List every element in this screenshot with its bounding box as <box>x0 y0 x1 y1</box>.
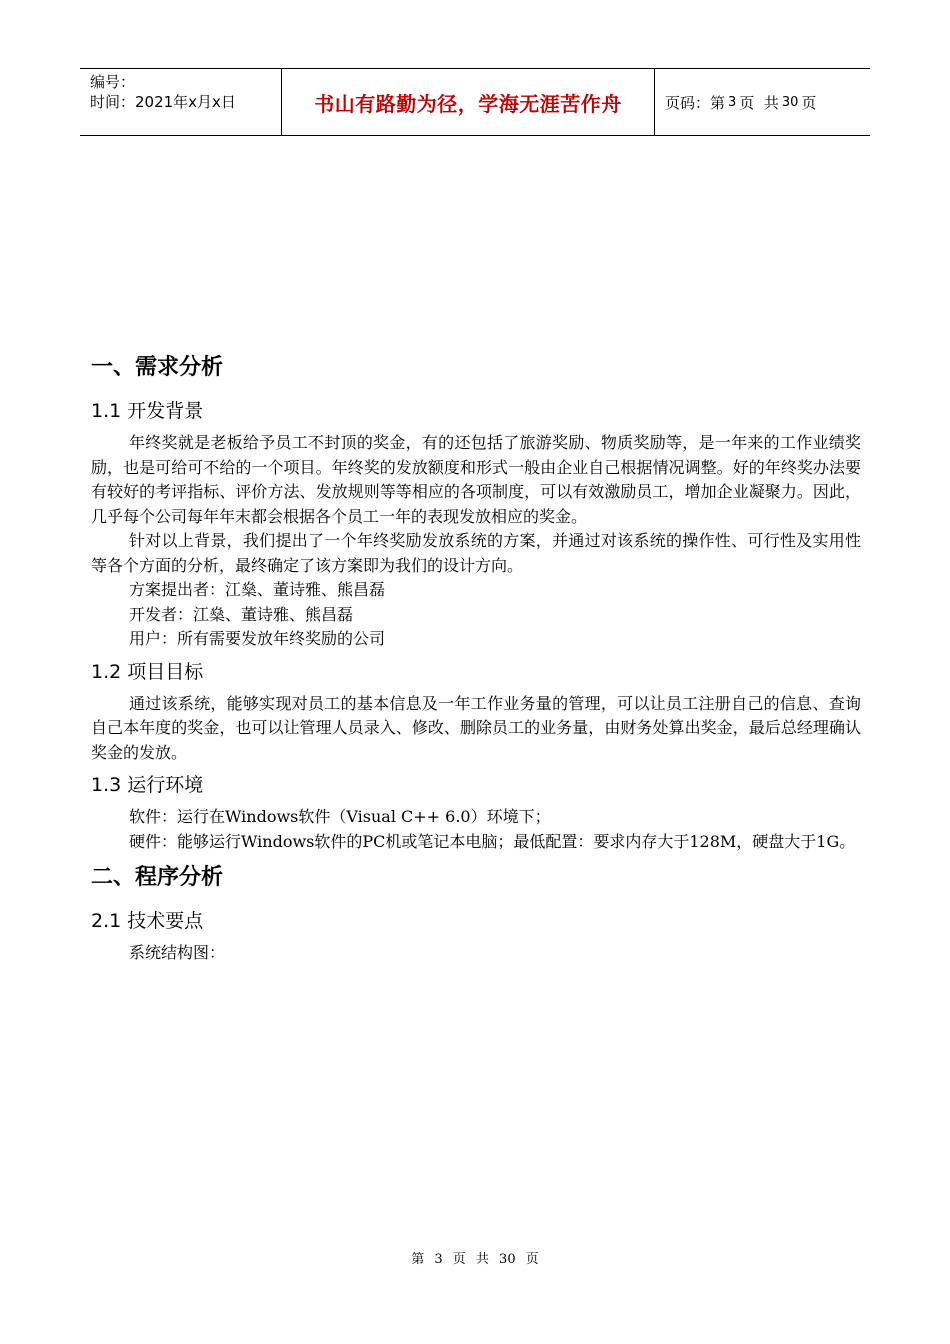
document-time-label: 时间：2021年x月x日 <box>90 93 236 111</box>
paragraph-developers: 开发者：江燊、董诗雅、熊昌磊 <box>129 604 354 624</box>
paragraph-hardware: 硬件：能够运行Windows软件的PC机或笔记本电脑；最低配置：要求内存大于128M，硬盘大于1G。 <box>129 831 856 851</box>
page-mid: 页 共 <box>739 93 779 112</box>
page-footer: 第 3 页 共 30 页 <box>411 1252 539 1267</box>
paragraph-background-1: 年终奖就是老板给予员工不封顶的奖金，有的还包括了旅游奖励、物质奖励等，是一年来的工作业绩奖励，也是可给可不给的一个项目。年终奖的发放额度和形式一般由企业自己根据情况调整。好的年终奖办法要有较好的考评指标、评价方法、发放规则等等相应的各项制度，可以有效激励员工，增加企业凝聚力。因此，几乎每个公司每年年末都会根据各个员工一年的表现发放相应的奖金。 <box>91 433 861 526</box>
page-current: 3 <box>728 94 737 110</box>
paragraph-software: 软件：运行在Windows软件（Visual C++ 6.0）环境下； <box>129 807 551 826</box>
document-body <box>91 350 861 966</box>
header-motto: 书山有路勤为径，学海无涯苦作舟 <box>282 69 655 135</box>
subsection-title-tech-points: 2.1 技术要点 <box>91 910 204 932</box>
subsection-title-goals: 1.2 项目目标 <box>91 660 204 683</box>
paragraph-users: 用户：所有需要发放年终奖励的公司 <box>129 629 386 648</box>
page-prefix: 页码：第 <box>665 93 726 112</box>
paragraph-background-2: 针对以上背景，我们提出了一个年终奖励发放系统的方案，并通过对该系统的操作性、可行性及实用性等各个方面的分析，最终确定了该方案即为我们的设计方向。 <box>91 531 861 575</box>
paragraph-proposers: 方案提出者：江燊、董诗雅、熊昌磊 <box>129 580 386 599</box>
section-title-program-analysis: 二、程序分析 <box>91 865 224 890</box>
header-info-cell <box>80 69 282 135</box>
subsection-title-background: 1.1 开发背景 <box>91 400 204 422</box>
page-header <box>80 68 870 136</box>
paragraph-structure-diagram: 系统结构图： <box>129 943 226 962</box>
section-title-requirements: 一、需求分析 <box>91 355 224 380</box>
subsection-title-environment: 1.3 运行环境 <box>91 774 204 796</box>
paragraph-goals: 通过该系统，能够实现对员工的基本信息及一年工作业务量的管理，可以让员工注册自己的信息、查询自己本年度的奖金，也可以让管理人员录入、修改、删除员工的业务量，由财务处算出奖金，最后总经理确认奖金的发放。 <box>91 693 861 762</box>
page-suffix: 页 <box>801 93 817 112</box>
header-page-indicator <box>655 69 870 135</box>
page-total: 30 <box>781 94 799 110</box>
document-number-label: 编号： <box>90 73 136 91</box>
